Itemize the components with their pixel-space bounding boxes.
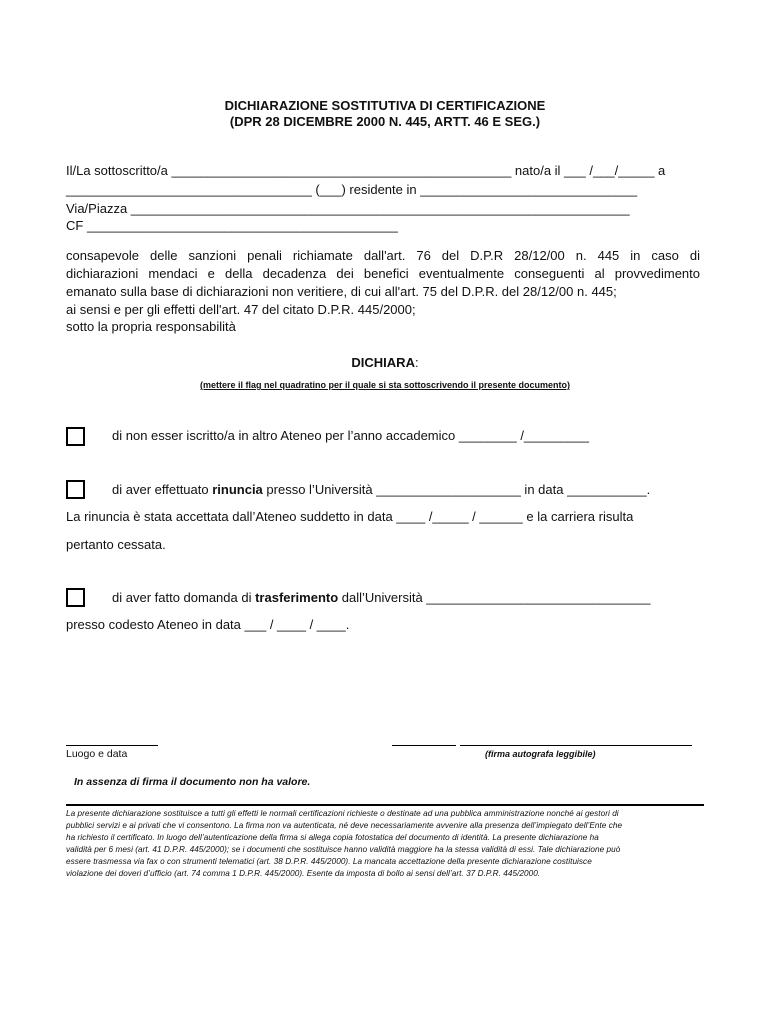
- premise-line: dichiarazioni mendaci e della decadenza dei benefici eventualmente conseguenti al provvedimento: [66, 266, 700, 281]
- option-3-text-post: dall’Università _______________________________: [338, 590, 651, 605]
- footnote-line: La presente dichiarazione sostituisce a tutti gli effetti le normali certificazioni richieste o destinate ad una pubblica amministrazione nonché ai gestori di: [66, 809, 619, 818]
- option-2-text-post: presso l’Università ____________________ in data ___________.: [262, 482, 651, 497]
- declaration-heading: [0, 355, 770, 370]
- place-date-line[interactable]: [66, 745, 158, 746]
- declaration-instruction: (mettere il flag nel quadratino per il quale si sta sottoscrivendo il presente documento): [199, 380, 571, 390]
- identity-residence-line[interactable]: __________________________________ (___) residente in ______________________________: [66, 182, 638, 197]
- identity-name-birth-line[interactable]: Il/La sottoscritto/a _______________________________________________ nato/a il ___ /___/_____ a: [66, 163, 666, 178]
- premise-line: ai sensi e per gli effetti dell'art. 47 del citato D.P.R. 445/2000;: [66, 302, 416, 317]
- signature-label: (firma autografa leggibile): [485, 749, 596, 759]
- document-subtitle: (DPR 28 DICEMBRE 2000 N. 445, ARTT. 46 E SEG.): [229, 114, 541, 129]
- identity-cf-line[interactable]: CF ___________________________________________: [66, 218, 398, 233]
- place-date-label: Luogo e data: [66, 748, 128, 760]
- footnote-divider: [66, 804, 704, 806]
- option-2-checkbox[interactable]: [66, 480, 85, 499]
- option-3-text: [112, 590, 650, 605]
- document-title: DICHIARAZIONE SOSTITUTIVA DI CERTIFICAZIONE: [224, 98, 546, 113]
- declaration-heading-colon: :: [414, 355, 419, 370]
- option-3-detail-line: presso codesto Ateneo in data ___ / ____ / ____.: [66, 617, 350, 632]
- footnote-line: validità per 6 mesi (art. 41 D.P.R. 445/2000); se i documenti che sostituisce hanno validità maggiore ha la stessa validità di essi. Tale dichiarazione può: [66, 845, 621, 854]
- footnote-line: ha richiesto il certificato. In luogo dell’autenticazione della firma si allega copia fotostatica del documento di identità. La presente dichiarazione ha: [66, 833, 599, 842]
- option-3-keyword: trasferimento: [255, 590, 339, 605]
- footnote-line: essere trasmessa via fax o con strumenti telematici (art. 38 D.P.R. 445/2000). La mancata accettazione della presente dichiarazione costituisce: [66, 857, 592, 866]
- option-2-detail-line: La rinuncia è stata accettata dall’Ateneo suddetto in data ____ /_____ / ______ e la carriera risulta: [66, 509, 634, 524]
- option-3-checkbox[interactable]: [66, 588, 85, 607]
- footnote-line: violazione dei doveri d’ufficio (art. 74 comma 1 D.P.R. 445/2000). Esente da imposta di bollo ai sensi dell’art. 37 D.P.R. 445/2000.: [66, 869, 541, 878]
- option-2-keyword: rinuncia: [212, 482, 263, 497]
- premise-line: consapevole delle sanzioni penali richiamate dall'art. 76 del D.P.R 28/12/00 n. 445 in caso di: [66, 248, 700, 263]
- option-2-text: [112, 482, 650, 497]
- premise-line: sotto la propria responsabilità: [66, 319, 236, 334]
- signature-line-left[interactable]: [392, 745, 456, 746]
- option-1-checkbox[interactable]: [66, 427, 85, 446]
- option-2-text-pre: di aver effettuato: [112, 482, 213, 497]
- identity-address-line[interactable]: Via/Piazza _____________________________________________________________________: [66, 201, 630, 216]
- footnote-line: pubblici servizi e ai privati che vi consentono. La firma non va autenticata, né deve necessariamente avvenire alla presenza dell’impiegato dell’Ente che: [66, 821, 623, 830]
- option-2-detail-line: pertanto cessata.: [66, 537, 166, 552]
- option-1-text: di non esser iscritto/a in altro Ateneo per l’anno accademico ________ /_________: [112, 428, 589, 443]
- option-3-text-pre: di aver fatto domanda di: [112, 590, 256, 605]
- premise-line: emanato sulla base di dichiarazioni non veritiere, di cui all'art. 75 del D.P.R. del 28/12/00 n. 445;: [66, 284, 617, 299]
- signature-warning: In assenza di firma il documento non ha valore.: [74, 776, 311, 788]
- signature-line[interactable]: [460, 745, 692, 746]
- declaration-heading-text: DICHIARA: [351, 355, 415, 370]
